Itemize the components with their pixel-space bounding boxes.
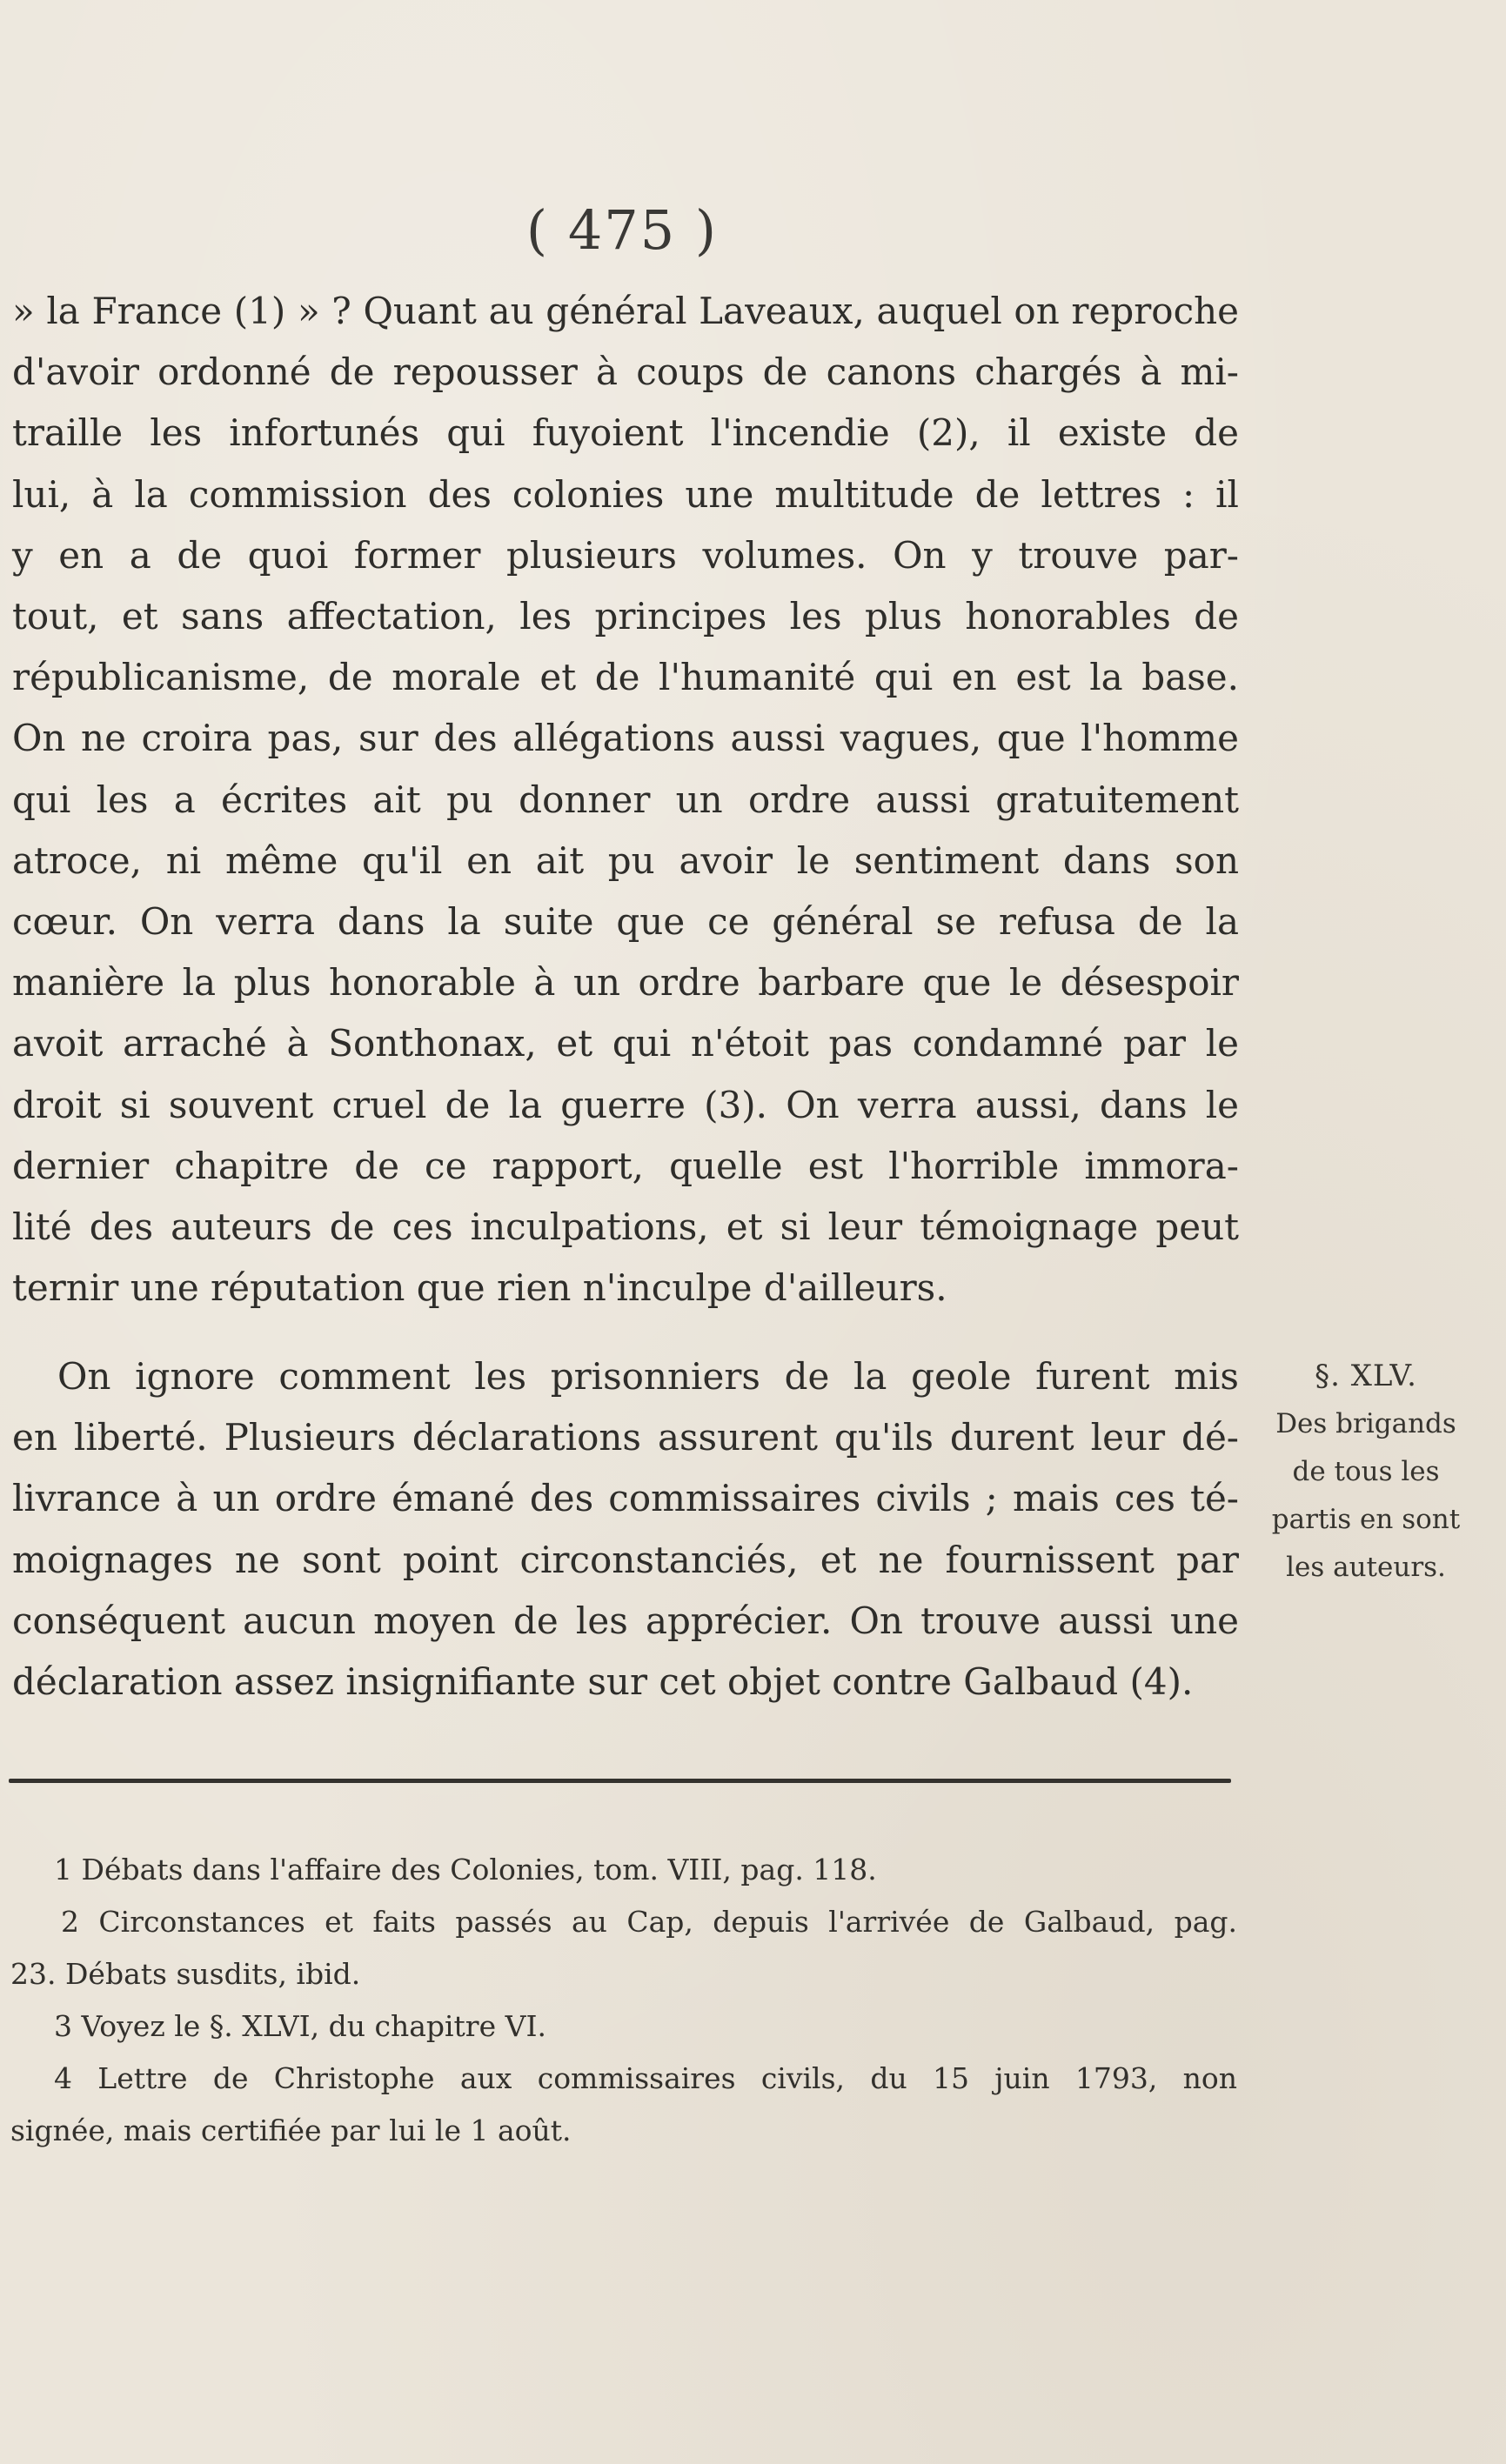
- text-line: conséquent aucun moyen de les apprécier. On trouve aussi une: [12, 1599, 1239, 1642]
- text-line: républicanisme, de morale et de l'humanité qui en est la base.: [12, 656, 1239, 699]
- text-line: traille les infortunés qui fuyoient l'incendie (2), il existe de: [12, 411, 1239, 455]
- footnote-line: 23. Débats susdits, ibid.: [10, 1957, 361, 1991]
- margin-note-line: les auteurs.: [1286, 1552, 1446, 1583]
- footnote-separator-rule: [9, 1779, 1231, 1783]
- footnote-line: 2 Circonstances et faits passés au Cap, depuis l'arrivée de Galbaud, pag.: [61, 1905, 1237, 1939]
- margin-note-line: Des brigands: [1275, 1408, 1456, 1439]
- text-line: moignages ne sont point circonstanciés, et ne fournissent par: [12, 1538, 1239, 1581]
- margin-note-line: de tous les: [1292, 1456, 1440, 1487]
- text-line: cœur. On verra dans la suite que ce général se refusa de la: [12, 900, 1239, 944]
- text-line: d'avoir ordonné de repousser à coups de canons chargés à mi-: [12, 351, 1239, 394]
- body-paragraph-2: [12, 1346, 1239, 1713]
- margin-note-line: partis en sont: [1271, 1504, 1461, 1535]
- text-line: » la France (1) » ? Quant au général Laveaux, auquel on reproche: [12, 290, 1239, 332]
- page-number: ( 475 ): [525, 198, 719, 262]
- text-line: y en a de quoi former plusieurs volumes. On y trouve par-: [12, 533, 1239, 577]
- text-line: droit si souvent cruel de la guerre (3). On verra aussi, dans le: [12, 1083, 1239, 1126]
- margin-note: [1257, 1352, 1475, 1592]
- text-line: dernier chapitre de ce rapport, quelle est l'horrible immora-: [12, 1144, 1239, 1187]
- footnotes: [10, 1844, 1237, 2157]
- body-paragraph-1: [12, 281, 1239, 1319]
- text-line: livrance à un ordre émané des commissaires civils ; mais ces té-: [12, 1477, 1239, 1520]
- text-line: déclaration assez insignifiante sur cet objet contre Galbaud (4).: [12, 1660, 1194, 1704]
- text-line: tout, et sans affectation, les principes les plus honorables de: [12, 595, 1239, 638]
- text-line: On ignore comment les prisonniers de la geole furent mis: [57, 1355, 1239, 1398]
- text-line: lui, à la commission des colonies une multitude de lettres : il: [12, 472, 1239, 516]
- margin-note-section: §. XLV.: [1315, 1359, 1417, 1393]
- footnote-line: 4 Lettre de Christophe aux commissaires civils, du 15 juin 1793, non: [54, 2061, 1237, 2095]
- text-line: manière la plus honorable à un ordre barbare que le désespoir: [12, 961, 1239, 1005]
- text-line: qui les a écrites ait pu donner un ordre aussi gratuitement: [12, 778, 1239, 821]
- text-line: avoit arraché à Sonthonax, et qui n'étoit pas condamné par le: [12, 1022, 1239, 1065]
- text-line: On ne croira pas, sur des allégations aussi vagues, que l'homme: [12, 717, 1239, 760]
- text-line: ternir une réputation que rien n'inculpe d'ailleurs.: [12, 1266, 947, 1310]
- text-line: en liberté. Plusieurs déclarations assurent qu'ils durent leur dé-: [12, 1416, 1239, 1459]
- footnote-line: signée, mais certifiée par lui le 1 août.: [10, 2113, 572, 2147]
- text-line: atroce, ni même qu'il en ait pu avoir le sentiment dans son: [12, 838, 1239, 882]
- text-line: lité des auteurs de ces inculpations, et si leur témoignage peut: [12, 1205, 1239, 1249]
- footnote-line: 3 Voyez le §. XLVI, du chapitre VI.: [54, 2009, 546, 2043]
- footnote-line: 1 Débats dans l'affaire des Colonies, tom. VIII, pag. 118.: [54, 1853, 877, 1886]
